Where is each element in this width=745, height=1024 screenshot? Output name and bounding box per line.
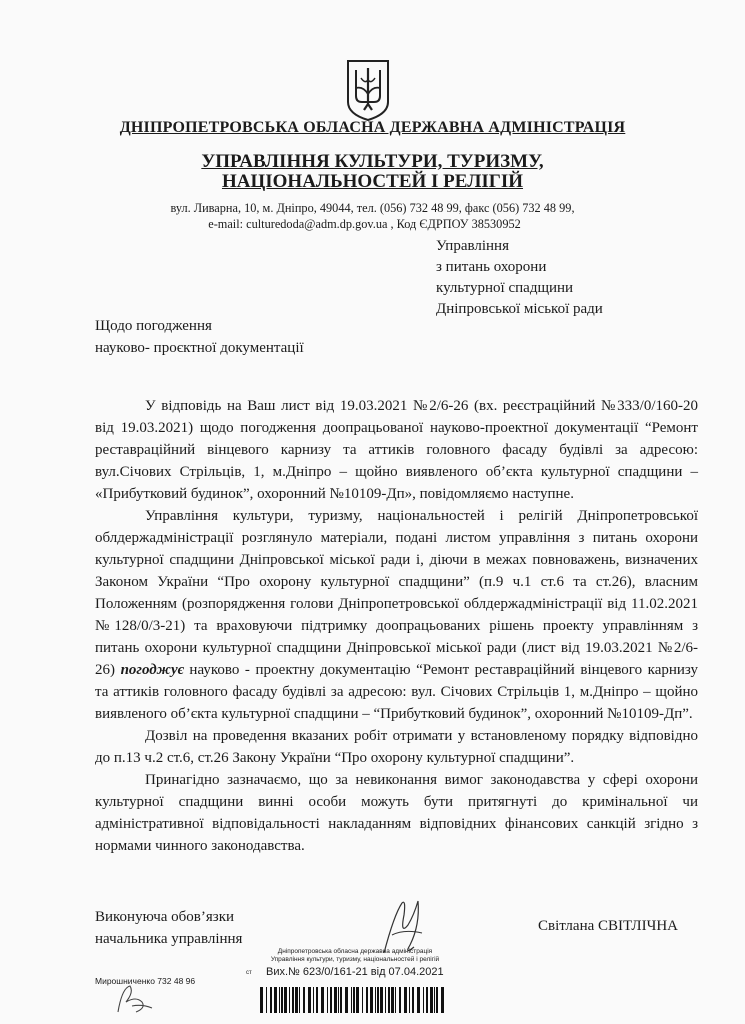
barcode-bar xyxy=(340,987,342,1013)
barcode-bar xyxy=(366,987,368,1013)
barcode-bar xyxy=(299,987,300,1013)
subject-line-1: Щодо погодження xyxy=(95,318,212,334)
signer-position xyxy=(95,906,242,950)
barcode-bar xyxy=(391,987,394,1013)
barcode-bar xyxy=(375,987,376,1013)
barcode xyxy=(258,987,450,1013)
barcode-bar xyxy=(436,987,438,1013)
barcode-bar xyxy=(351,987,352,1013)
recipient-line: культурної спадщини xyxy=(436,280,574,296)
barcode-bar xyxy=(338,987,339,1013)
barcode-bar xyxy=(412,987,414,1013)
barcode-bar xyxy=(441,987,444,1013)
stamp-prefix: ст xyxy=(246,970,252,976)
barcode-bar xyxy=(279,987,280,1013)
department-line-2: НАЦІОНАЛЬНОСТЕЙ І РЕЛІГІЙ xyxy=(221,171,524,192)
address-line-2: e-mail: culturedoda@adm.dp.gov.ua , Код ЄДРПОУ 38530952 xyxy=(208,217,521,231)
barcode-bar xyxy=(321,987,324,1013)
barcode-bar xyxy=(260,987,263,1013)
recipient-line: Дніпровської міської ради xyxy=(436,301,603,317)
recipient-line: Управління xyxy=(436,238,509,254)
barcode-bar xyxy=(270,987,272,1013)
signer-position-line-2: начальника управління xyxy=(95,931,243,947)
department-line-1: УПРАВЛІННЯ КУЛЬТУРИ, ТУРИЗМУ, xyxy=(201,151,544,172)
barcode-bar xyxy=(266,987,267,1013)
barcode-bar xyxy=(404,987,407,1013)
executor-info: Мирошниченко 732 48 96 xyxy=(95,976,196,986)
barcode-bar xyxy=(308,987,311,1013)
barcode-bar xyxy=(313,987,314,1013)
barcode-bar xyxy=(316,987,318,1013)
department-name xyxy=(0,152,745,192)
registration-stamp xyxy=(260,948,450,978)
recipient-line: з питань охорони xyxy=(436,259,547,275)
barcode-bar xyxy=(284,987,287,1013)
body-p2-emphasis: погоджує xyxy=(120,662,184,678)
initials-signature xyxy=(112,982,156,1016)
barcode-bar xyxy=(423,987,424,1013)
barcode-bar xyxy=(330,987,332,1013)
body-p2-before: Управління культури, туризму, національностей і релігій Дніпропетровської облдержадміністрації розглянуло матеріали, подані листом управління з питань охорони культурної спадщини Дніпровської міської ради і, діючи в межах повноважень, визначених Законом України “Про охорону культурної спадщини” (п.9 ч.1 ст.6 та ст.26), власним Положенням (розпорядження голови Дніпропетровської облдержадміністрації від 11.02.2021 №128/0/3-21) та враховуючи підтримку доопрацьованих рішень проекту управлінням з питань охорони культурної спадщини Дніпровської міської ради (лист від 19.03.2021 №2/6-26) xyxy=(95,508,698,678)
barcode-bar xyxy=(274,987,277,1013)
barcode-bar xyxy=(399,987,401,1013)
barcode-bar xyxy=(345,987,348,1013)
outgoing-number: Вих.№ 623/0/161-21 від 07.04.2021 xyxy=(266,966,444,978)
barcode-bar xyxy=(356,987,359,1013)
subject-block xyxy=(95,315,304,359)
stamp-line-1: Дніпропетровська обласна державна адміністрація xyxy=(277,948,433,955)
barcode-bar xyxy=(334,987,337,1013)
subject-line-2: науково- проєктної документації xyxy=(95,340,304,356)
barcode-bar xyxy=(370,987,373,1013)
letter-body xyxy=(95,395,698,857)
barcode-bar xyxy=(303,987,305,1013)
barcode-bar xyxy=(289,987,290,1013)
barcode-bar xyxy=(417,987,420,1013)
barcode-bar xyxy=(434,987,435,1013)
recipient-block xyxy=(436,236,603,320)
barcode-bar xyxy=(388,987,390,1013)
signer-name: Світлана СВІТЛІЧНА xyxy=(538,918,679,934)
barcode-bar xyxy=(292,987,294,1013)
org-name: ДНІПРОПЕТРОВСЬКА ОБЛАСНА ДЕРЖАВНА АДМІНІСТРАЦІЯ xyxy=(119,119,626,136)
barcode-bar xyxy=(395,987,396,1013)
body-paragraph-1: У відповідь на Ваш лист від 19.03.2021 №2/6-26 (вх. реєстраційний №333/0/160-20 від 19.03.2021) щодо погодження доопрацьованої науково-проектної документації “Ремонт реставраційний вінцевого карнизу та аттиків головного фасаду будівлі за адресою: вул.Січових Стрільців, 1, м.Дніпро – щойно виявленого об’єкта культурної спадщини – «Прибутковий будинок”, охоронний №10109-Дп», повідомляємо наступне. xyxy=(95,398,698,502)
barcode-bar xyxy=(430,987,433,1013)
barcode-bar xyxy=(380,987,383,1013)
barcode-bar xyxy=(281,987,283,1013)
body-paragraph-4: Принагідно зазначаємо, що за невиконання вимог законодавства у сфері охорони культурної спадщини винні особи можуть бути притягнуті до кримінальної чи адміністративної відповідальності накладанням відповідних фінансових санкцій згідно з нормами чинного законодавства. xyxy=(95,772,698,854)
trident-coat-of-arms-icon xyxy=(345,58,391,122)
body-p2-after: науково - проектну документацію “Ремонт реставраційний вінцевого карнизу та аттиків головного фасаду будівлі за адресою: вул. Січових Стрільців 1, м.Дніпро – щойно виявленого об’єкта культурної спадщини – “Прибутковий будинок”, охоронний №10109-Дп”. xyxy=(95,662,699,722)
stamp-line-2: Управління культури, туризму, національностей і релігій xyxy=(270,956,440,963)
barcode-bar xyxy=(426,987,428,1013)
barcode-bar xyxy=(353,987,355,1013)
barcode-bar xyxy=(327,987,328,1013)
barcode-bar xyxy=(377,987,379,1013)
barcode-bar xyxy=(409,987,410,1013)
body-paragraph-3: Дозвіл на проведення вказаних робіт отримати у встановленому порядку відповідно до п.13 ч.2 ст.6, ст.26 Закону України “Про охорону культурної спадщини”. xyxy=(95,728,698,766)
barcode-bar xyxy=(295,987,298,1013)
signer-position-line-1: Виконуюча обов’язки xyxy=(95,909,235,925)
barcode-bar xyxy=(385,987,386,1013)
barcode-bar xyxy=(362,987,363,1013)
address-line-1: вул. Ливарна, 10, м. Дніпро, 49044, тел. (056) 732 48 99, факс (056) 732 48 99, xyxy=(170,201,575,215)
body-paragraph-2 xyxy=(95,505,698,725)
